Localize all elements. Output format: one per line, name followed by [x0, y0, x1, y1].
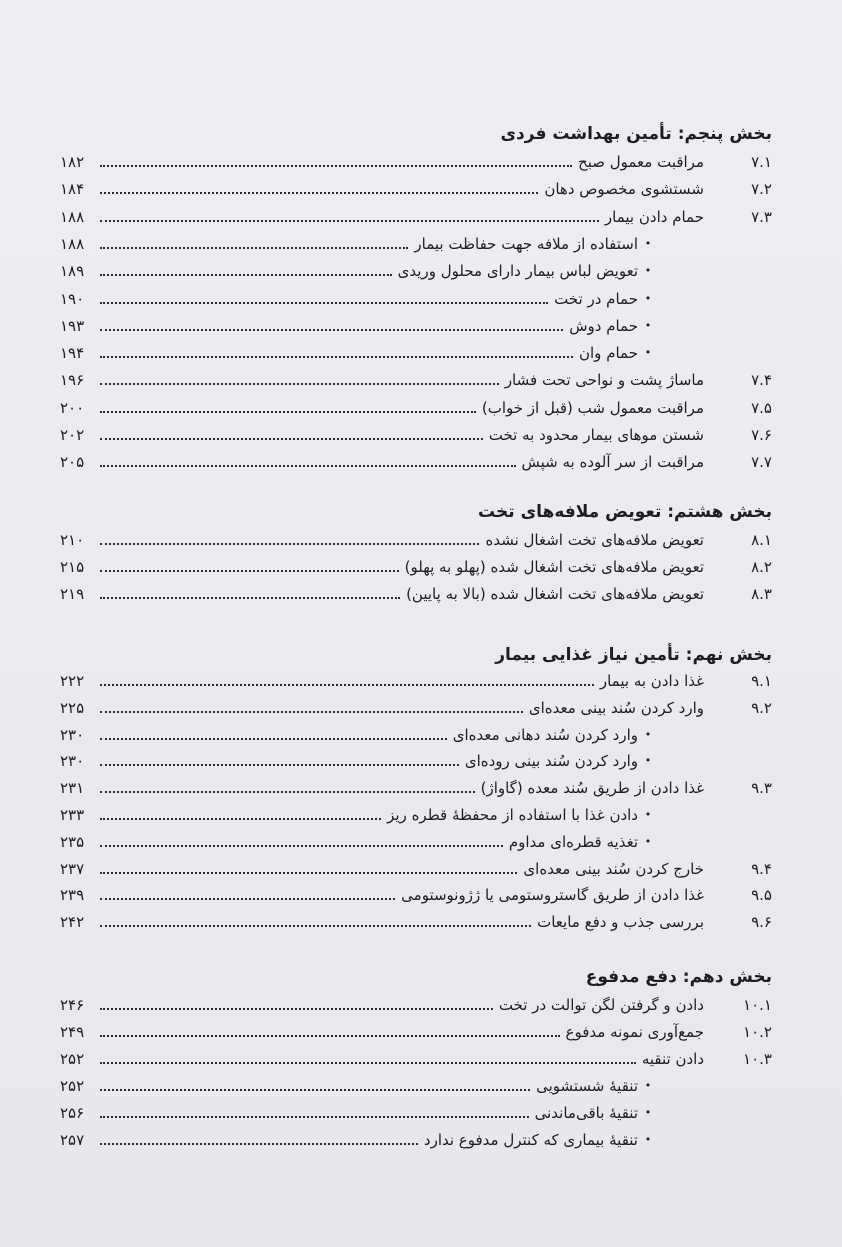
entry-title: تغذیه قطره‌ای مداوم [508, 832, 638, 851]
bullet-icon: • [644, 236, 652, 250]
toc-entry[interactable] [60, 1019, 772, 1045]
toc-subentry[interactable] [60, 340, 772, 366]
toc-entry[interactable] [60, 367, 772, 393]
entry-title: مراقبت معمول صبح [578, 153, 704, 171]
bullet-icon: • [644, 834, 652, 848]
page-number: ۲۱۹ [60, 585, 85, 603]
page-number: ۱۸۸ [60, 234, 85, 253]
entry-title: تنقیهٔ بیماری که کنترل مدفوع ندارد [423, 1131, 638, 1149]
page-number: ۲۵۷ [60, 1131, 85, 1149]
entry-title: غذا دادن از طریق گاستروستومی یا ژژونوستومی [401, 886, 704, 905]
toc-subentry[interactable] [60, 286, 772, 312]
bullet-icon: • [644, 1133, 652, 1146]
bullet-icon: • [644, 1079, 652, 1092]
dot-leader [100, 302, 548, 304]
dot-leader [100, 165, 572, 167]
page-number: ۲۰۲ [60, 426, 85, 444]
page-number: ۲۳۰ [60, 752, 85, 771]
entry-number: ۸.۲ [751, 558, 772, 576]
toc-entry[interactable] [60, 1046, 772, 1072]
entry-title: حمام در تخت [554, 289, 638, 308]
dot-leader [100, 247, 408, 249]
dot-leader [100, 1089, 530, 1091]
dot-leader [100, 570, 399, 572]
entry-number: ۷.۳ [751, 207, 772, 226]
entry-number: ۹.۳ [751, 779, 772, 798]
entry-number: ۸.۱ [751, 531, 772, 549]
section-heading: بخش نهم: تأمین نیاز غذایی بیمار [495, 645, 772, 665]
page-number: ۲۳۷ [60, 859, 85, 878]
entry-title: دادن غذا با استفاده از محفظهٔ قطره ریز [387, 806, 638, 824]
page-number: ۱۸۸ [60, 207, 85, 226]
toc-entry[interactable] [60, 581, 772, 607]
entry-title: ماساژ پشت و نواحی تحت فشار [504, 371, 704, 390]
toc-subentry[interactable] [60, 802, 772, 828]
entry-number: ۹.۵ [751, 886, 772, 905]
entry-title: تنقیهٔ شستشویی [536, 1077, 638, 1095]
toc-entry[interactable] [60, 527, 772, 553]
page-number: ۲۳۹ [60, 886, 85, 905]
toc-entry[interactable] [60, 909, 772, 935]
entry-title: تنقیهٔ باقی‌ماندنی [534, 1104, 638, 1122]
entry-title: شستن موهای بیمار محدود به تخت [488, 426, 704, 444]
dot-leader [100, 1035, 560, 1037]
entry-title: حمام دوش [569, 316, 638, 335]
toc-entry[interactable] [60, 775, 772, 801]
entry-number: ۱۰.۳ [743, 1050, 772, 1068]
entry-number: ۹.۶ [751, 913, 772, 932]
dot-leader [100, 1116, 529, 1118]
toc-subentry[interactable] [60, 231, 772, 257]
page-number: ۱۹۳ [60, 316, 85, 335]
page-number: ۲۵۶ [60, 1104, 85, 1122]
dot-leader [100, 1008, 493, 1010]
page-number: ۲۱۰ [60, 531, 85, 549]
entry-title: تعویض ملافه‌های تخت اشغال شده (بالا به پایین) [406, 585, 704, 603]
toc-subentry[interactable] [60, 1100, 772, 1126]
toc-subentry[interactable] [60, 1073, 772, 1099]
entry-title: وارد کردن سُند دهانی معده‌ای [452, 725, 638, 744]
entry-number: ۷.۴ [751, 371, 772, 390]
bullet-icon: • [644, 264, 652, 278]
bullet-icon: • [644, 808, 652, 821]
dot-leader [100, 845, 503, 847]
dot-leader [100, 1143, 418, 1145]
toc-subentry[interactable] [60, 748, 772, 774]
entry-number: ۷.۵ [751, 398, 772, 417]
toc-entry[interactable] [60, 695, 772, 721]
entry-title: حمام وان [579, 344, 638, 363]
toc-entry[interactable] [60, 395, 772, 421]
page-number: ۲۰۵ [60, 453, 85, 472]
page-number: ۲۳۵ [60, 832, 85, 851]
toc-entry[interactable] [60, 204, 772, 230]
dot-leader [100, 274, 392, 276]
page-number: ۲۱۵ [60, 558, 85, 576]
entry-title: بررسی جذب و دفع مایعات [537, 913, 704, 932]
page-number: ۲۵۲ [60, 1050, 85, 1068]
dot-leader [100, 220, 599, 222]
toc-entry[interactable] [60, 668, 772, 694]
toc-entry[interactable] [60, 149, 772, 175]
dot-leader [100, 438, 483, 440]
entry-number: ۱۰.۲ [743, 1023, 772, 1041]
entry-number: ۷.۷ [751, 453, 772, 472]
section-heading: بخش دهم: دفع مدفوع [585, 967, 772, 987]
entry-number: ۷.۲ [751, 180, 772, 199]
entry-title: شستشوی مخصوص دهان [544, 180, 704, 199]
entry-title: غذا دادن از طریق سُند معده (گاواژ) [480, 779, 704, 798]
page-number: ۱۹۶ [60, 371, 85, 390]
entry-title: خارج کردن سُند بینی معده‌ای [523, 859, 704, 878]
bullet-icon: • [644, 346, 652, 360]
dot-leader [100, 684, 594, 686]
entry-title: تعویض ملافه‌های تخت اشغال شده (پهلو به پهلو) [404, 558, 704, 576]
entry-number: ۷.۱ [751, 153, 772, 171]
entry-title: تعویض لباس بیمار دارای محلول وریدی [397, 262, 638, 281]
page-number: ۲۴۲ [60, 913, 85, 932]
entry-title: غذا دادن به بیمار [599, 672, 704, 690]
toc-entry[interactable] [60, 449, 772, 475]
page-number: ۲۳۱ [60, 779, 85, 798]
page-number: ۲۲۲ [60, 672, 85, 690]
page-number: ۱۸۹ [60, 262, 85, 281]
entry-number: ۹.۱ [751, 672, 772, 690]
dot-leader [100, 925, 531, 927]
section-heading: بخش پنجم: تأمین بهداشت فردی [500, 124, 772, 144]
toc-subentry[interactable] [60, 1127, 772, 1153]
dot-leader [100, 465, 516, 467]
entry-title: دادن و گرفتن لگن توالت در تخت [498, 996, 704, 1014]
bullet-icon: • [644, 291, 652, 305]
dot-leader [100, 738, 447, 740]
toc-entry[interactable] [60, 554, 772, 580]
bullet-icon: • [644, 1106, 652, 1119]
page-number: ۲۳۳ [60, 806, 85, 824]
toc-entry[interactable] [60, 856, 772, 882]
toc-entry[interactable] [60, 422, 772, 448]
dot-leader [100, 818, 381, 820]
page-number: ۲۴۹ [60, 1023, 85, 1041]
toc-entry[interactable] [60, 882, 772, 908]
entry-title: مراقبت معمول شب (قبل از خواب) [481, 398, 704, 417]
section-heading: بخش هشتم: تعویض ملافه‌های تخت [478, 502, 772, 522]
page-number: ۱۹۰ [60, 289, 85, 308]
dot-leader [100, 1062, 636, 1064]
entry-number: ۱۰.۱ [743, 996, 772, 1014]
entry-title: جمع‌آوری نمونه مدفوع [565, 1023, 704, 1041]
dot-leader [100, 872, 517, 874]
toc-subentry[interactable] [60, 829, 772, 855]
entry-number: ۸.۳ [751, 585, 772, 603]
page-number: ۲۲۵ [60, 698, 85, 717]
bullet-icon: • [644, 754, 652, 768]
dot-leader [100, 597, 400, 599]
page-number: ۲۳۰ [60, 725, 85, 744]
entry-title: حمام دادن بیمار [604, 207, 704, 226]
page-number: ۱۸۲ [60, 153, 85, 171]
bullet-icon: • [644, 727, 652, 741]
entry-number: ۹.۴ [751, 859, 772, 878]
dot-leader [100, 383, 499, 385]
dot-leader [100, 192, 538, 194]
page-number: ۱۹۴ [60, 344, 85, 363]
entry-title: مراقبت از سر آلوده به شپش [521, 453, 704, 472]
entry-title: دادن تنقیه [641, 1050, 704, 1068]
entry-title: وارد کردن سُند بینی معده‌ای [528, 698, 704, 717]
dot-leader [100, 356, 573, 358]
dot-leader [100, 711, 523, 713]
entry-title: وارد کردن سُند بینی روده‌ای [464, 752, 638, 771]
entry-title: استفاده از ملافه جهت حفاظت بیمار [414, 234, 638, 253]
dot-leader [100, 898, 395, 900]
page-number: ۲۴۶ [60, 996, 85, 1014]
toc-subentry[interactable] [60, 313, 772, 339]
dot-leader [100, 543, 479, 545]
page-number: ۲۰۰ [60, 398, 85, 417]
page-number: ۱۸۴ [60, 180, 85, 199]
dot-leader [100, 329, 563, 331]
dot-leader [100, 411, 476, 413]
toc-subentry[interactable] [60, 722, 772, 748]
toc-entry[interactable] [60, 992, 772, 1018]
entry-number: ۷.۶ [751, 426, 772, 444]
toc-subentry[interactable] [60, 258, 772, 284]
toc-entry[interactable] [60, 176, 772, 202]
dot-leader [100, 764, 459, 766]
page-number: ۲۵۲ [60, 1077, 85, 1095]
bullet-icon: • [644, 318, 652, 332]
entry-title: تعویض ملافه‌های تخت اشغال نشده [485, 531, 704, 549]
dot-leader [100, 791, 475, 793]
entry-number: ۹.۲ [751, 698, 772, 717]
